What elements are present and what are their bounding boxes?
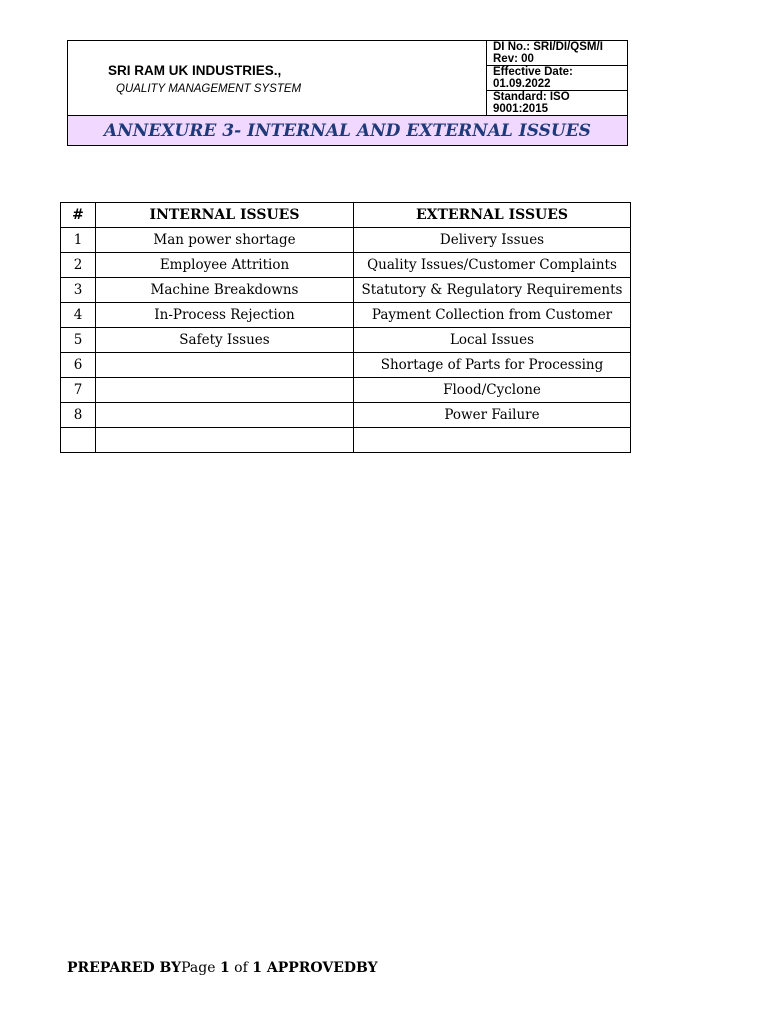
page-footer (67, 960, 378, 976)
external-issue: Quality Issues/Customer Complaints (354, 253, 631, 278)
internal-issue (96, 378, 354, 403)
table-row (61, 278, 631, 303)
row-number: 7 (61, 378, 96, 403)
prepared-by-label: PREPARED BY (67, 960, 182, 976)
row-number (61, 428, 96, 453)
internal-issue: Safety Issues (96, 328, 354, 353)
column-header-number: # (61, 203, 96, 228)
doc-number: DI No.: SRI/DI/QSM/I Rev: 00 (487, 41, 628, 66)
standard: Standard: ISO 9001:2015 (487, 91, 628, 116)
company-name: SRI RAM UK INDUSTRIES., (108, 63, 282, 78)
table-row (61, 428, 631, 453)
external-issue: Shortage of Parts for Processing (354, 353, 631, 378)
page-current: 1 (219, 960, 230, 976)
external-issue: Flood/Cyclone (354, 378, 631, 403)
annexure-title: ANNEXURE 3- INTERNAL AND EXTERNAL ISSUES (68, 116, 628, 146)
issues-table (60, 202, 631, 453)
page-prefix: Page (181, 960, 220, 976)
internal-issue (96, 353, 354, 378)
approved-by-label: APPROVEDBY (261, 960, 378, 976)
page-of: of (229, 960, 253, 976)
row-number: 2 (61, 253, 96, 278)
row-number: 4 (61, 303, 96, 328)
external-issue: Delivery Issues (354, 228, 631, 253)
table-row (61, 353, 631, 378)
table-header-row (61, 203, 631, 228)
page-total: 1 (252, 960, 262, 976)
table-row (61, 328, 631, 353)
row-number: 5 (61, 328, 96, 353)
internal-issue (96, 428, 354, 453)
effective-date: Effective Date: 01.09.2022 (487, 66, 628, 91)
column-header-external: EXTERNAL ISSUES (354, 203, 631, 228)
row-number: 1 (61, 228, 96, 253)
external-issue: Power Failure (354, 403, 631, 428)
table-row (61, 303, 631, 328)
table-row (61, 253, 631, 278)
internal-issue: Machine Breakdowns (96, 278, 354, 303)
internal-issue: In-Process Rejection (96, 303, 354, 328)
system-name: QUALITY MANAGEMENT SYSTEM (116, 83, 302, 95)
table-row (61, 403, 631, 428)
table-row (61, 228, 631, 253)
row-number: 3 (61, 278, 96, 303)
internal-issue (96, 403, 354, 428)
internal-issue: Employee Attrition (96, 253, 354, 278)
external-issue: Statutory & Regulatory Requirements (354, 278, 631, 303)
external-issue (354, 428, 631, 453)
table-row (61, 378, 631, 403)
row-number: 8 (61, 403, 96, 428)
company-block (68, 41, 487, 116)
row-number: 6 (61, 353, 96, 378)
external-issue: Local Issues (354, 328, 631, 353)
internal-issue: Man power shortage (96, 228, 354, 253)
column-header-internal: INTERNAL ISSUES (96, 203, 354, 228)
external-issue: Payment Collection from Customer (354, 303, 631, 328)
document-header (67, 40, 628, 146)
